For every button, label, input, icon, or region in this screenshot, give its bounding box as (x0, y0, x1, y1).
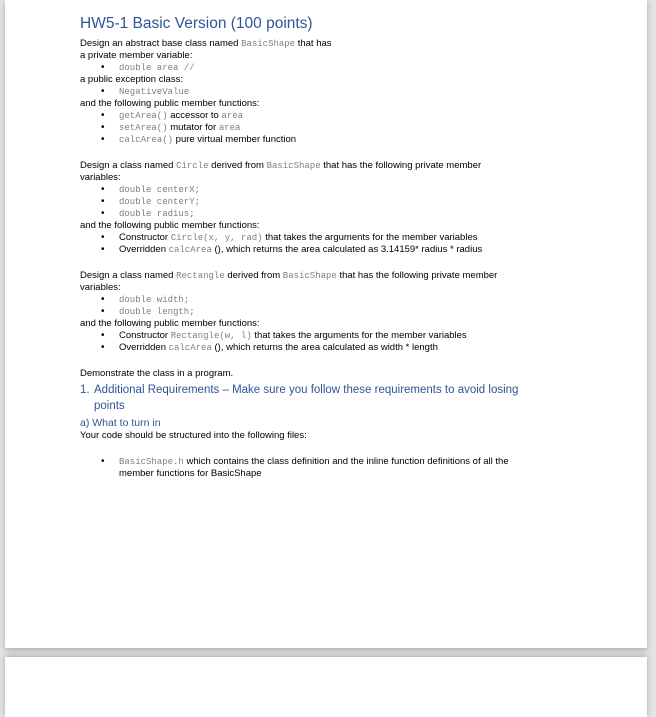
circle-variables-list (80, 184, 595, 220)
function-code2: area (221, 111, 244, 121)
function-code: calcArea (168, 343, 212, 353)
list-item (80, 134, 595, 146)
rectangle-intro-line2: variables: (80, 282, 121, 293)
circle-intro-line2: variables: (80, 172, 121, 183)
list-item (80, 86, 595, 98)
basic-intro-code: BasicShape (241, 39, 296, 49)
function-code: Circle(x, y, rad) (170, 233, 263, 243)
exception-class-code: NegativeValue (119, 87, 190, 97)
document-page (5, 0, 647, 648)
list-item (80, 208, 595, 220)
rectangle-intro-mid: derived from (224, 270, 283, 281)
file-code: BasicShape.h (119, 457, 184, 467)
rectangle-variables-list (80, 294, 595, 318)
function-code: setArea() (119, 123, 168, 133)
basic-private-list (80, 62, 595, 74)
variable-code: double width; (119, 295, 190, 305)
list-item (80, 232, 595, 244)
basic-functions-list (80, 110, 595, 146)
variable-code: double length; (119, 307, 195, 317)
circle-intro-suffix: that has the following private member (320, 160, 482, 171)
list-item (80, 244, 595, 256)
variable-code: double radius; (119, 209, 195, 219)
list-item (80, 110, 595, 122)
what-to-turn-in-heading: a) What to turn in (80, 417, 161, 429)
private-var-code: double area // (119, 63, 195, 73)
requirements-heading-line1: Additional Requirements – Make sure you follow these requirements to avoid losing (94, 384, 519, 396)
circle-intro-code: Circle (176, 161, 209, 171)
function-prefix: Constructor (119, 330, 171, 341)
circle-intro-mid: derived from (208, 160, 267, 171)
function-code2: area (218, 123, 241, 133)
list-item (80, 62, 595, 74)
exception-label: a public exception class: (80, 74, 183, 85)
file-text-line1: which contains the class definition and the inline function definitions of all the (183, 456, 509, 467)
list-item (80, 122, 595, 134)
circle-intro (80, 160, 595, 172)
next-page (5, 657, 647, 717)
function-suffix: (), which returns the area calculated as width * length (211, 342, 438, 353)
function-suffix: that takes the arguments for the member variables (262, 232, 478, 243)
function-code: Rectangle(w, l) (170, 331, 252, 341)
basic-intro (80, 38, 595, 50)
function-suffix: (), which returns the area calculated as 3.14159* radius * radius (211, 244, 483, 255)
list-item (80, 294, 595, 306)
circle-functions-list (80, 232, 595, 256)
document-content (80, 14, 595, 480)
variable-code: double centerY; (119, 197, 201, 207)
demo-text: Demonstrate the class in a program. (80, 368, 234, 379)
rectangle-intro-suffix: that has the following private member (336, 270, 498, 281)
rectangle-intro-code: Rectangle (176, 271, 225, 281)
list-item (80, 330, 595, 342)
file-text-line2: member functions for BasicShape (119, 468, 262, 479)
exception-list (80, 86, 595, 98)
rectangle-intro-code2: BasicShape (282, 271, 337, 281)
rectangle-functions-label: and the following public member functions: (80, 318, 260, 329)
circle-intro-code2: BasicShape (266, 161, 321, 171)
function-code: calcArea() (119, 135, 174, 145)
basic-intro-prefix: Design an abstract base class named (80, 38, 242, 49)
function-text: pure virtual member function (173, 134, 297, 145)
function-prefix: Overridden (119, 244, 169, 255)
basic-intro-suffix: that has (295, 38, 332, 49)
function-suffix: that takes the arguments for the member variables (251, 330, 467, 341)
basic-intro-line2: a private member variable: (80, 50, 193, 61)
function-text: accessor to (167, 110, 222, 121)
list-item (80, 342, 595, 354)
function-text: mutator for (167, 122, 219, 133)
structure-text: Your code should be structured into the following files: (80, 430, 307, 441)
list-item (80, 456, 595, 480)
requirements-heading-line2: points (94, 400, 125, 412)
list-item (80, 196, 595, 208)
list-item (80, 306, 595, 318)
function-prefix: Overridden (119, 342, 169, 353)
list-item (80, 184, 595, 196)
function-code: calcArea (168, 245, 212, 255)
page-title: HW5-1 Basic Version (100 points) (80, 15, 313, 32)
rectangle-functions-list (80, 330, 595, 354)
rectangle-intro (80, 270, 595, 282)
function-prefix: Constructor (119, 232, 171, 243)
basic-functions-label: and the following public member functions: (80, 98, 260, 109)
files-list (80, 456, 595, 480)
variable-code: double centerX; (119, 185, 201, 195)
function-code: getArea() (119, 111, 168, 121)
circle-functions-label: and the following public member functions: (80, 220, 260, 231)
requirements-heading (80, 382, 595, 414)
rectangle-intro-prefix: Design a class named (80, 270, 177, 281)
circle-intro-prefix: Design a class named (80, 160, 177, 171)
requirements-number: 1. (80, 384, 90, 396)
